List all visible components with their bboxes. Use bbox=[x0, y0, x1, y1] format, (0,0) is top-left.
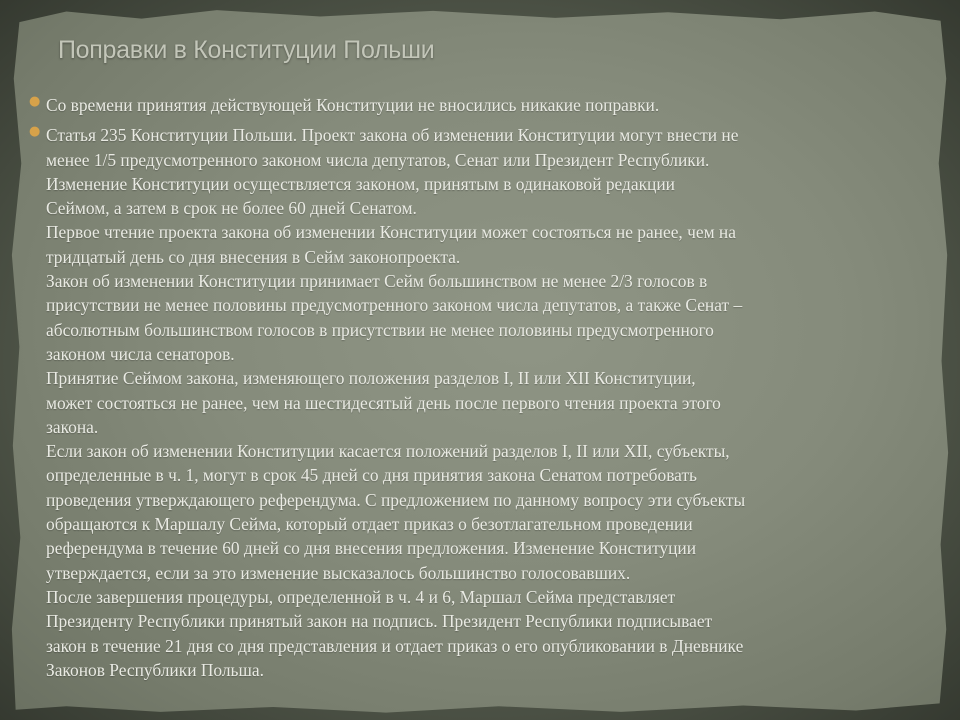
bullet-text-line: может состояться не ранее, чем на шестидесятый день после первого чтения проекта этого bbox=[46, 392, 721, 413]
bullet-text-line: утверждается, если за это изменение высказалось большинство голосовавших. bbox=[46, 562, 631, 583]
bullet-text-line: После завершения процедуры, определенной в ч. 4 и 6, Маршал Сейма представляет bbox=[46, 586, 676, 607]
bullet-text-line: Статья 235 Конституции Польши. Проект закона об изменении Конституции могут внести не bbox=[46, 125, 739, 146]
bullet-text-line: Президенту Республики принятый закон на подпись. Президент Республики подписывает bbox=[46, 611, 713, 632]
bullet-text-line: закона. bbox=[46, 416, 99, 437]
bullet-text-line: Первое чтение проекта закона об изменении Конституции может состояться не ранее, чем на bbox=[46, 222, 736, 243]
bullet-text-line: законом числа сенаторов. bbox=[46, 343, 235, 364]
slide-title: Поправки в Конституции Польши bbox=[58, 36, 435, 64]
bullet-dot-icon: ● bbox=[29, 124, 41, 140]
bullet-text-line: проведения утверждающего референдума. С предложением по данному вопросу эти субъекты bbox=[46, 489, 746, 510]
bullet-text-line: закон в течение 21 дня со дня представления и отдает приказ о его опубликовании в Дневнике bbox=[46, 635, 744, 656]
bullet-text-line: обращаются к Маршалу Сейма, который отдает приказ о безотлагательном проведении bbox=[46, 514, 693, 535]
bullet-text-line: Закон об изменении Конституции принимает Сейм большинством не менее 2/3 голосов в bbox=[46, 271, 708, 292]
bullet-text-line: Со времени принятия действующей Конституции не вносились никакие поправки. bbox=[46, 95, 660, 115]
bullet-text-line: присутствии не менее половины предусмотренного законом числа депутатов, а также Сенат – bbox=[46, 295, 743, 316]
bullet-text-line: определенные в ч. 1, могут в срок 45 дней со дня принятия закона Сенатом потребовать bbox=[46, 465, 697, 486]
bullet-text-line: Сеймом, а затем в срок не более 60 дней Сенатом. bbox=[46, 198, 417, 219]
bullet-text-line: Изменение Конституции осуществляется законом, принятым в одинаковой редакции bbox=[46, 173, 675, 194]
bullet-text-line: Законов Республики Польша. bbox=[46, 659, 264, 680]
bullet-list bbox=[29, 93, 942, 688]
bullet-item bbox=[29, 123, 942, 682]
bullet-text-line: тридцатый день со дня внесения в Сейм законопроекта. bbox=[46, 246, 461, 267]
bullet-text-line: менее 1/5 предусмотренного законом числа депутатов, Сенат или Президент Республики. bbox=[46, 149, 710, 170]
bullet-dot-icon: ● bbox=[29, 94, 41, 109]
bullet-text-line: абсолютным большинством голосов в присутствии не менее половины предусмотренного bbox=[46, 319, 714, 340]
bullet-item bbox=[29, 93, 942, 117]
bullet-text-line: Если закон об изменении Конституции касается положений разделов I, II или XII, субъекты, bbox=[46, 441, 730, 462]
bullet-text-line: референдума в течение 60 дней со дня внесения предложения. Изменение Конституции bbox=[46, 538, 697, 559]
bullet-text-line: Принятие Сеймом закона, изменяющего положения разделов I, II или XII Конституции, bbox=[46, 368, 696, 389]
